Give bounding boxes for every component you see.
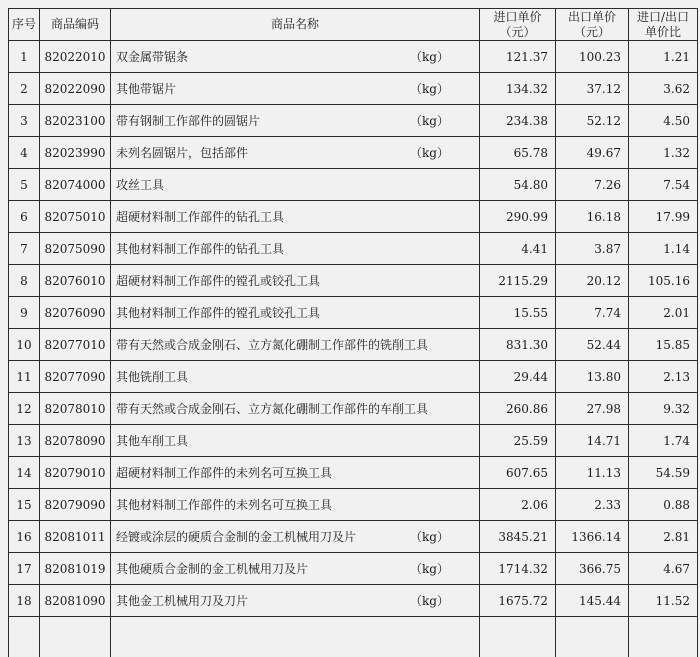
cell-export-price: 3.87 bbox=[556, 233, 629, 265]
commodity-name-text: 未列名圆锯片，包括部件 bbox=[116, 146, 249, 160]
table-header bbox=[9, 9, 698, 41]
cell-serial-number: 13 bbox=[9, 425, 40, 457]
cell-commodity-code: 82022010 bbox=[40, 41, 111, 73]
cell-commodity-name bbox=[111, 521, 480, 553]
col-header-export-price-line2: （元） bbox=[573, 24, 610, 39]
cell-export-price: 52.44 bbox=[556, 329, 629, 361]
cell-export-price: 13.80 bbox=[556, 361, 629, 393]
commodity-name-text: 其他金工机械用刀及刀片 bbox=[116, 594, 249, 608]
cell-commodity-name bbox=[111, 361, 480, 393]
commodity-name-text: 攻丝工具 bbox=[116, 178, 165, 192]
commodity-name-wrap bbox=[116, 528, 479, 545]
commodity-unit-text: （kg） bbox=[410, 82, 449, 96]
cell-price-ratio: 15.85 bbox=[629, 329, 698, 361]
commodity-name-wrap bbox=[116, 208, 479, 225]
commodity-name-text: 其他材料制工作部件的镗孔或铰孔工具 bbox=[116, 306, 321, 320]
table-row bbox=[9, 201, 698, 233]
cell-commodity-name bbox=[111, 169, 480, 201]
cell-import-price: 2115.29 bbox=[480, 265, 556, 297]
cell-export-price: 366.75 bbox=[556, 553, 629, 585]
cell-serial-number: 16 bbox=[9, 521, 40, 553]
table-row bbox=[9, 425, 698, 457]
cell-import-price: 25.59 bbox=[480, 425, 556, 457]
cell-commodity-name bbox=[111, 41, 480, 73]
cell-export-price: 27.98 bbox=[556, 393, 629, 425]
table-row bbox=[9, 41, 698, 73]
table-row bbox=[9, 521, 698, 553]
cell-commodity-code: 82077010 bbox=[40, 329, 111, 361]
commodity-name-text: 其他铣削工具 bbox=[116, 370, 189, 384]
cell-import-price: 65.78 bbox=[480, 137, 556, 169]
cell-price-ratio: 105.16 bbox=[629, 265, 698, 297]
cell-import-price: 15.55 bbox=[480, 297, 556, 329]
cell-commodity-name bbox=[111, 73, 480, 105]
empty-cell bbox=[480, 617, 556, 657]
table-row bbox=[9, 393, 698, 425]
cell-commodity-name bbox=[111, 265, 480, 297]
table-row bbox=[9, 361, 698, 393]
cell-export-price: 11.13 bbox=[556, 457, 629, 489]
cell-import-price: 121.37 bbox=[480, 41, 556, 73]
commodity-name-wrap bbox=[116, 304, 479, 321]
cell-export-price: 14.71 bbox=[556, 425, 629, 457]
cell-commodity-code: 82078090 bbox=[40, 425, 111, 457]
cell-commodity-code: 82023990 bbox=[40, 137, 111, 169]
cell-price-ratio: 9.32 bbox=[629, 393, 698, 425]
cell-commodity-name bbox=[111, 393, 480, 425]
cell-commodity-code: 82078010 bbox=[40, 393, 111, 425]
price-comparison-table bbox=[8, 8, 698, 657]
cell-price-ratio: 1.32 bbox=[629, 137, 698, 169]
cell-commodity-code: 82081019 bbox=[40, 553, 111, 585]
cell-serial-number: 7 bbox=[9, 233, 40, 265]
col-header-import-price bbox=[480, 9, 556, 41]
cell-commodity-name bbox=[111, 425, 480, 457]
commodity-name-wrap bbox=[116, 400, 479, 417]
cell-commodity-code: 82074000 bbox=[40, 169, 111, 201]
cell-export-price: 1366.14 bbox=[556, 521, 629, 553]
table-row bbox=[9, 233, 698, 265]
commodity-name-wrap bbox=[116, 240, 479, 257]
cell-price-ratio: 2.01 bbox=[629, 297, 698, 329]
cell-commodity-name bbox=[111, 457, 480, 489]
col-header-code: 商品编码 bbox=[40, 9, 111, 41]
commodity-name-wrap bbox=[116, 368, 479, 385]
commodity-name-text: 经镀或涂层的硬质合金制的金工机械用刀及片 bbox=[116, 530, 357, 544]
cell-price-ratio: 1.14 bbox=[629, 233, 698, 265]
commodity-name-text: 超硬材料制工作部件的未列名可互换工具 bbox=[116, 466, 333, 480]
commodity-unit-text: （kg） bbox=[410, 50, 449, 64]
cell-serial-number: 14 bbox=[9, 457, 40, 489]
table-row bbox=[9, 169, 698, 201]
cell-commodity-name bbox=[111, 585, 480, 617]
cell-import-price: 3845.21 bbox=[480, 521, 556, 553]
commodity-name-wrap bbox=[116, 464, 479, 481]
commodity-name-text: 超硬材料制工作部件的钻孔工具 bbox=[116, 210, 285, 224]
table-row bbox=[9, 105, 698, 137]
empty-cell bbox=[629, 617, 698, 657]
col-header-import-price-line2: （元） bbox=[499, 24, 536, 39]
cell-commodity-code: 82075010 bbox=[40, 201, 111, 233]
col-header-ratio-line2: 单价比 bbox=[644, 24, 681, 39]
cell-import-price: 29.44 bbox=[480, 361, 556, 393]
commodity-name-text: 其他带锯片 bbox=[116, 82, 177, 96]
cell-export-price: 49.67 bbox=[556, 137, 629, 169]
cell-serial-number: 15 bbox=[9, 489, 40, 521]
cell-serial-number: 17 bbox=[9, 553, 40, 585]
table-row bbox=[9, 553, 698, 585]
commodity-name-text: 带有钢制工作部件的圆锯片 bbox=[116, 114, 261, 128]
table-row bbox=[9, 137, 698, 169]
cell-serial-number: 18 bbox=[9, 585, 40, 617]
cell-commodity-code: 82081090 bbox=[40, 585, 111, 617]
table-row bbox=[9, 73, 698, 105]
commodity-name-wrap bbox=[116, 144, 479, 161]
commodity-name-wrap bbox=[116, 80, 479, 97]
table-row bbox=[9, 329, 698, 361]
commodity-name-text: 带有天然或合成金刚石、立方氮化硼制工作部件的车削工具 bbox=[116, 402, 429, 416]
cell-import-price: 134.32 bbox=[480, 73, 556, 105]
empty-cell bbox=[111, 617, 480, 657]
cell-price-ratio: 1.21 bbox=[629, 41, 698, 73]
header-row bbox=[9, 9, 698, 41]
cell-import-price: 2.06 bbox=[480, 489, 556, 521]
cell-serial-number: 5 bbox=[9, 169, 40, 201]
cell-commodity-code: 82077090 bbox=[40, 361, 111, 393]
cell-export-price: 52.12 bbox=[556, 105, 629, 137]
partial-bottom-row bbox=[9, 617, 698, 657]
commodity-unit-text: （kg） bbox=[410, 594, 449, 608]
cell-price-ratio: 0.88 bbox=[629, 489, 698, 521]
cell-commodity-name bbox=[111, 201, 480, 233]
cell-export-price: 7.26 bbox=[556, 169, 629, 201]
cell-commodity-name bbox=[111, 553, 480, 585]
empty-cell bbox=[40, 617, 111, 657]
commodity-name-wrap bbox=[116, 48, 479, 65]
cell-serial-number: 10 bbox=[9, 329, 40, 361]
cell-commodity-code: 82079090 bbox=[40, 489, 111, 521]
commodity-name-wrap bbox=[116, 336, 479, 353]
cell-commodity-code: 82081011 bbox=[40, 521, 111, 553]
commodity-unit-text: （kg） bbox=[410, 146, 449, 160]
cell-import-price: 234.38 bbox=[480, 105, 556, 137]
commodity-unit-text: （kg） bbox=[410, 114, 449, 128]
col-header-import-price-line1: 进口单价 bbox=[493, 9, 542, 24]
table-row bbox=[9, 457, 698, 489]
cell-import-price: 607.65 bbox=[480, 457, 556, 489]
cell-serial-number: 3 bbox=[9, 105, 40, 137]
cell-commodity-name bbox=[111, 489, 480, 521]
cell-commodity-name bbox=[111, 329, 480, 361]
cell-serial-number: 9 bbox=[9, 297, 40, 329]
cell-serial-number: 2 bbox=[9, 73, 40, 105]
commodity-name-wrap bbox=[116, 176, 479, 193]
cell-export-price: 20.12 bbox=[556, 265, 629, 297]
commodity-name-wrap bbox=[116, 496, 479, 513]
cell-price-ratio: 4.67 bbox=[629, 553, 698, 585]
empty-cell bbox=[556, 617, 629, 657]
cell-price-ratio: 2.81 bbox=[629, 521, 698, 553]
commodity-name-text: 超硬材料制工作部件的镗孔或铰孔工具 bbox=[116, 274, 321, 288]
col-header-name: 商品名称 bbox=[111, 9, 480, 41]
cell-export-price: 7.74 bbox=[556, 297, 629, 329]
cell-commodity-name bbox=[111, 297, 480, 329]
cell-import-price: 290.99 bbox=[480, 201, 556, 233]
cell-commodity-name bbox=[111, 137, 480, 169]
col-header-export-price-line1: 出口单价 bbox=[567, 9, 616, 24]
cell-price-ratio: 54.59 bbox=[629, 457, 698, 489]
cell-import-price: 54.80 bbox=[480, 169, 556, 201]
cell-export-price: 16.18 bbox=[556, 201, 629, 233]
cell-price-ratio: 7.54 bbox=[629, 169, 698, 201]
col-header-index: 序号 bbox=[9, 9, 40, 41]
commodity-name-text: 其他材料制工作部件的未列名可互换工具 bbox=[116, 498, 333, 512]
cell-import-price: 1675.72 bbox=[480, 585, 556, 617]
commodity-unit-text: （kg） bbox=[410, 562, 449, 576]
cell-price-ratio: 2.13 bbox=[629, 361, 698, 393]
cell-export-price: 100.23 bbox=[556, 41, 629, 73]
commodity-name-wrap bbox=[116, 592, 479, 609]
table-row bbox=[9, 297, 698, 329]
cell-export-price: 2.33 bbox=[556, 489, 629, 521]
empty-cell bbox=[9, 617, 40, 657]
cell-commodity-name bbox=[111, 233, 480, 265]
col-header-ratio-line1: 进口/出口 bbox=[636, 9, 690, 24]
commodity-name-wrap bbox=[116, 272, 479, 289]
cell-serial-number: 12 bbox=[9, 393, 40, 425]
cell-commodity-code: 82022090 bbox=[40, 73, 111, 105]
cell-import-price: 4.41 bbox=[480, 233, 556, 265]
cell-export-price: 145.44 bbox=[556, 585, 629, 617]
cell-commodity-code: 82079010 bbox=[40, 457, 111, 489]
cell-price-ratio: 17.99 bbox=[629, 201, 698, 233]
cell-serial-number: 11 bbox=[9, 361, 40, 393]
cell-import-price: 831.30 bbox=[480, 329, 556, 361]
cell-price-ratio: 11.52 bbox=[629, 585, 698, 617]
cell-commodity-code: 82076090 bbox=[40, 297, 111, 329]
cell-price-ratio: 1.74 bbox=[629, 425, 698, 457]
col-header-ratio bbox=[629, 9, 698, 41]
commodity-name-text: 带有天然或合成金刚石、立方氮化硼制工作部件的铣削工具 bbox=[116, 338, 429, 352]
cell-import-price: 1714.32 bbox=[480, 553, 556, 585]
commodity-name-text: 双金属带锯条 bbox=[116, 50, 189, 64]
cell-serial-number: 4 bbox=[9, 137, 40, 169]
cell-commodity-code: 82076010 bbox=[40, 265, 111, 297]
cell-commodity-name bbox=[111, 105, 480, 137]
commodity-name-wrap bbox=[116, 112, 479, 129]
commodity-name-text: 其他材料制工作部件的钻孔工具 bbox=[116, 242, 285, 256]
cell-serial-number: 8 bbox=[9, 265, 40, 297]
commodity-unit-text: （kg） bbox=[410, 530, 449, 544]
col-header-export-price bbox=[556, 9, 629, 41]
cell-price-ratio: 4.50 bbox=[629, 105, 698, 137]
cell-import-price: 260.86 bbox=[480, 393, 556, 425]
table-row bbox=[9, 265, 698, 297]
table-row bbox=[9, 585, 698, 617]
cell-commodity-code: 82023100 bbox=[40, 105, 111, 137]
commodity-name-text: 其他硬质合金制的金工机械用刀及片 bbox=[116, 562, 309, 576]
commodity-name-wrap bbox=[116, 560, 479, 577]
table-body bbox=[9, 41, 698, 657]
commodity-name-wrap bbox=[116, 432, 479, 449]
cell-price-ratio: 3.62 bbox=[629, 73, 698, 105]
cell-serial-number: 6 bbox=[9, 201, 40, 233]
cell-serial-number: 1 bbox=[9, 41, 40, 73]
table-row bbox=[9, 489, 698, 521]
cell-export-price: 37.12 bbox=[556, 73, 629, 105]
commodity-name-text: 其他车削工具 bbox=[116, 434, 189, 448]
cell-commodity-code: 82075090 bbox=[40, 233, 111, 265]
